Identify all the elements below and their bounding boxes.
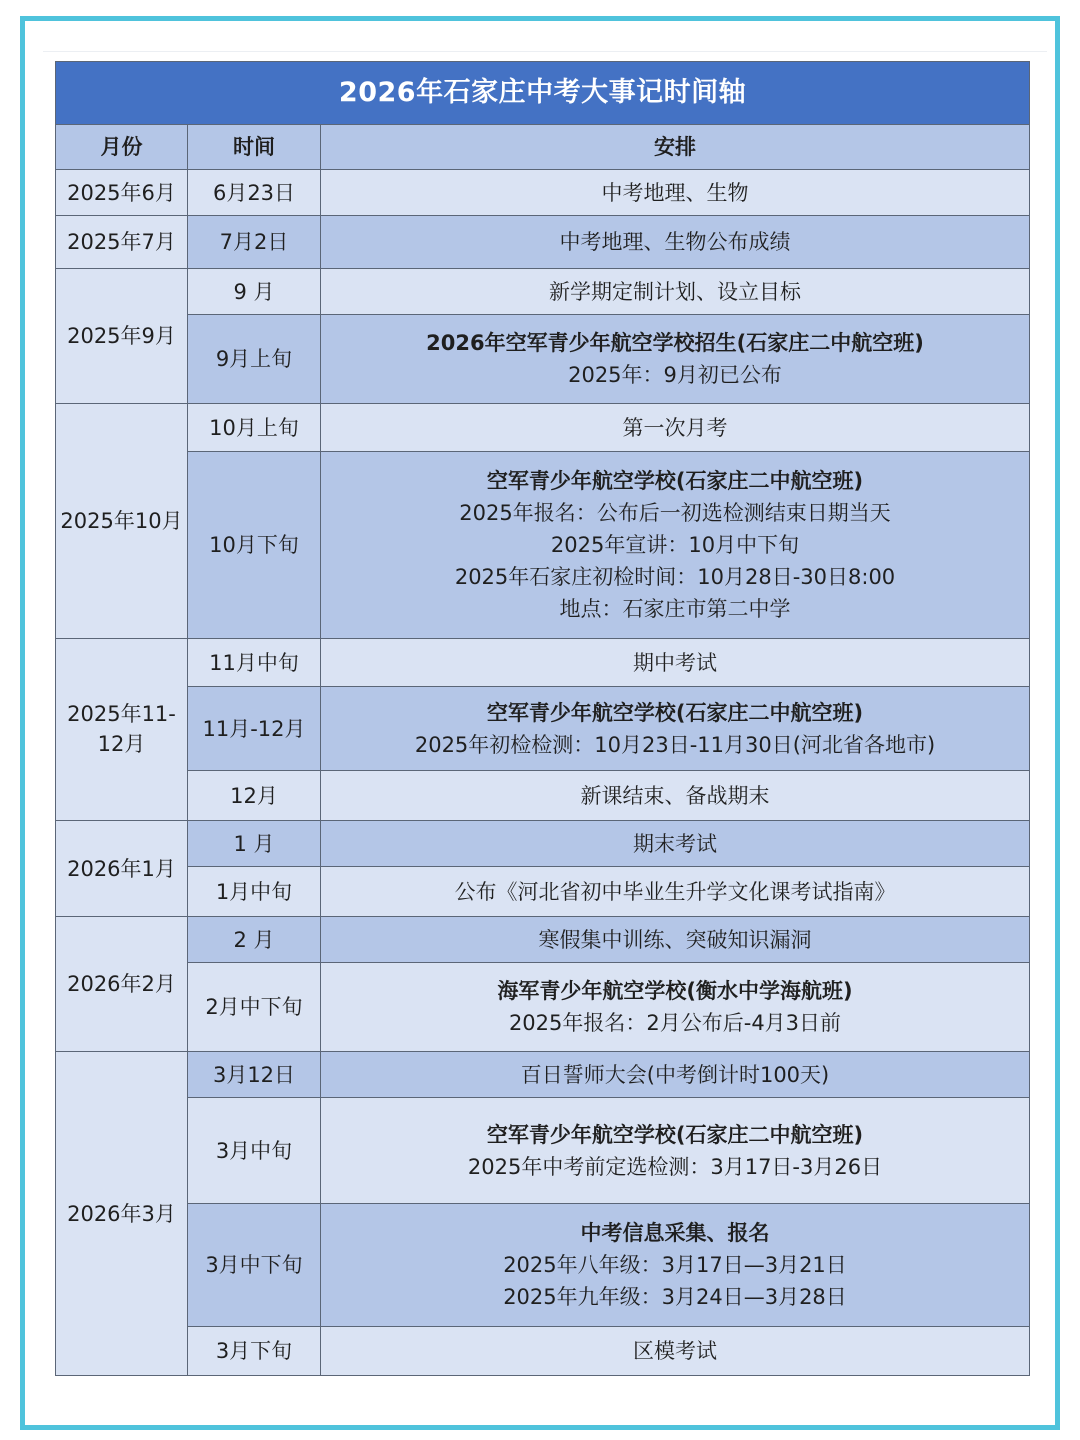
time-cell: 6月23日 bbox=[188, 170, 321, 216]
time-cell: 7月2日 bbox=[188, 216, 321, 269]
table-row bbox=[56, 687, 1030, 771]
plan-title: 海军青少年航空学校(衡水中学海航班) bbox=[497, 979, 853, 1003]
time-cell: 3月12日 bbox=[188, 1052, 321, 1098]
divider bbox=[43, 51, 1047, 52]
header-row bbox=[56, 125, 1030, 170]
plan-line: 2025年报名：公布后一初选检测结束日期当天 bbox=[459, 501, 891, 525]
time-cell: 3月下旬 bbox=[188, 1327, 321, 1376]
time-cell: 11月中旬 bbox=[188, 639, 321, 687]
plan-cell bbox=[321, 315, 1030, 404]
plan-line: 2025年报名：2月公布后-4月3日前 bbox=[508, 1011, 842, 1035]
plan-line: 2025年初检检测：10月23日-11月30日(河北省各地市) bbox=[414, 732, 936, 757]
plan-cell: 寒假集中训练、突破知识漏洞 bbox=[321, 917, 1030, 963]
month-cell: 2026年2月 bbox=[56, 917, 188, 1052]
month-cell: 2025年7月 bbox=[56, 216, 188, 269]
plan-line: 地点：石家庄市第二中学 bbox=[559, 597, 791, 621]
time-cell: 3月中旬 bbox=[188, 1098, 321, 1204]
plan-line: 2025年九年级：3月24日—3月28日 bbox=[503, 1285, 847, 1309]
title-row bbox=[56, 62, 1030, 125]
header-month: 月份 bbox=[56, 125, 188, 170]
table-row bbox=[56, 867, 1030, 917]
table-row bbox=[56, 1052, 1030, 1098]
table-row bbox=[56, 452, 1030, 639]
month-label: 2025年11-12月 bbox=[67, 702, 176, 756]
month-cell: 2026年1月 bbox=[56, 821, 188, 917]
plan-cell: 公布《河北省初中毕业生升学文化课考试指南》 bbox=[321, 867, 1030, 917]
time-cell: 10月下旬 bbox=[188, 452, 321, 639]
plan-cell bbox=[321, 687, 1030, 771]
plan-title: 中考信息采集、报名 bbox=[580, 1221, 770, 1245]
plan-title: 空军青少年航空学校(石家庄二中航空班) bbox=[486, 469, 864, 493]
plan-title: 空军青少年航空学校(石家庄二中航空班) bbox=[486, 700, 864, 725]
plan-cell: 期中考试 bbox=[321, 639, 1030, 687]
plan-cell bbox=[321, 963, 1030, 1052]
plan-cell: 第一次月考 bbox=[321, 404, 1030, 452]
table-row bbox=[56, 1204, 1030, 1327]
plan-cell: 中考地理、生物公布成绩 bbox=[321, 216, 1030, 269]
time-cell: 9 月 bbox=[188, 269, 321, 315]
month-cell: 2025年6月 bbox=[56, 170, 188, 216]
header-plan: 安排 bbox=[321, 125, 1030, 170]
time-cell: 3月中下旬 bbox=[188, 1204, 321, 1327]
month-cell bbox=[56, 639, 188, 821]
month-cell: 2025年10月 bbox=[56, 404, 188, 639]
plan-cell bbox=[321, 452, 1030, 639]
plan-line: 2025年宣讲：10月中下旬 bbox=[550, 533, 800, 557]
table-row bbox=[56, 963, 1030, 1052]
month-cell: 2026年3月 bbox=[56, 1052, 188, 1376]
plan-line: 2025年八年级：3月17日—3月21日 bbox=[503, 1253, 847, 1277]
plan-cell: 中考地理、生物 bbox=[321, 170, 1030, 216]
plan-cell: 新课结束、备战期末 bbox=[321, 771, 1030, 821]
plan-cell: 百日誓师大会(中考倒计时100天) bbox=[321, 1052, 1030, 1098]
table-row bbox=[56, 821, 1030, 867]
plan-cell: 区模考试 bbox=[321, 1327, 1030, 1376]
table-row bbox=[56, 1327, 1030, 1376]
table-row bbox=[56, 315, 1030, 404]
table-row bbox=[56, 917, 1030, 963]
table-row bbox=[56, 771, 1030, 821]
plan-line: 2025年：9月初已公布 bbox=[568, 363, 782, 387]
time-cell: 1月中旬 bbox=[188, 867, 321, 917]
table-row bbox=[56, 1098, 1030, 1204]
time-cell: 9月上旬 bbox=[188, 315, 321, 404]
time-cell: 11月-12月 bbox=[188, 687, 321, 771]
time-cell: 2月中下旬 bbox=[188, 963, 321, 1052]
plan-line: 2025年中考前定选检测：3月17日-3月26日 bbox=[467, 1154, 883, 1179]
time-cell: 12月 bbox=[188, 771, 321, 821]
table-row bbox=[56, 639, 1030, 687]
table-row bbox=[56, 404, 1030, 452]
month-cell: 2025年9月 bbox=[56, 269, 188, 404]
time-cell: 2 月 bbox=[188, 917, 321, 963]
plan-title: 空军青少年航空学校(石家庄二中航空班) bbox=[486, 1122, 864, 1147]
plan-line: 2025年石家庄初检时间：10月28日-30日8:00 bbox=[454, 565, 896, 589]
plan-cell bbox=[321, 1098, 1030, 1204]
table-row bbox=[56, 170, 1030, 216]
page-frame bbox=[20, 16, 1060, 1430]
table-row bbox=[56, 216, 1030, 269]
time-cell: 1 月 bbox=[188, 821, 321, 867]
header-time: 时间 bbox=[188, 125, 321, 170]
table-title: 2026年石家庄中考大事记时间轴 bbox=[56, 62, 1030, 125]
plan-title: 2026年空军青少年航空学校招生(石家庄二中航空班) bbox=[426, 331, 924, 355]
plan-cell: 期末考试 bbox=[321, 821, 1030, 867]
time-cell: 10月上旬 bbox=[188, 404, 321, 452]
table-row bbox=[56, 269, 1030, 315]
plan-cell bbox=[321, 1204, 1030, 1327]
timeline-table bbox=[55, 61, 1030, 1376]
plan-cell: 新学期定制计划、设立目标 bbox=[321, 269, 1030, 315]
